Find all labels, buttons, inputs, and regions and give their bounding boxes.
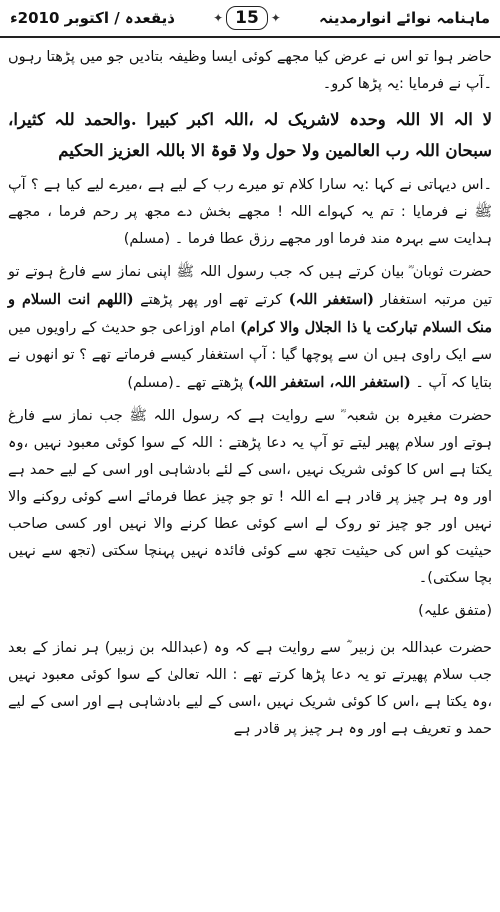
- page-number: 15: [226, 6, 268, 30]
- ornament-icon: ✦: [270, 11, 281, 25]
- arabic-dua: لا الہ الا اللہ وحدہ لاشریک لہ ،اللہ اکبر کبیرا .والحمد للہ کثیرا، سبحان اللہ رب العالمین ولا حول ولا قوۃ الا باللہ العزیز الحکیم: [8, 110, 492, 160]
- paragraph-thawban: [8, 259, 492, 397]
- paragraph-mughira: حضرت مغیرہ بن شعبہ ؓ سے روایت ہے کہ رسول اللہ ﷺ جب نماز سے فارغ ہوتے اور سلام پھیر لیتے تو آپ یہ دعا پڑھتے : اللہ کے سوا کوئی معبود نہیں ،وہ یکتا ہے اس کا کوئی شریک نہیں ،اسی کے لئے بادشاہی اور اسی کے لیے حمد ہے اور وہ ہر چیز پر قادر ہے اے اللہ ! تو جو چیز عطا فرمائے اسے کوئی روکنے والا نہیں اور جو چیز تو روک لے اسے کوئی عطا کرنے والا نہیں اور کسی صاحب حیثیت کو اس کی حیثیت تجھ سے کوئی فائدہ نہیں پہنچا سکتی (تجھ سے نہیں بچا سکتی)۔: [8, 408, 492, 586]
- ornament-icon: ✦: [213, 11, 224, 25]
- text-segment: کرتے تھے اور پھر پڑھتے: [133, 292, 283, 308]
- magazine-title: ماہنامہ نوائے انوارمدینہ: [318, 9, 490, 27]
- arabic-allahumma: (اللھم انت السلام و منک السلام تبارکت یا ذا الجلال والا کرام): [8, 291, 492, 336]
- page-header: [0, 0, 500, 38]
- paragraph-villager-reply: ۔اس دیہاتی نے کہا :یہ سارا کلام تو میرے رب کے لیے ہے ،میرے لیے کیا ہے ؟ آپ ﷺ نے فرمایا : تم یہ کہواے اللہ ! مجھے بخش دے مجھ پر رحم فرما ، مجھے ہدایت سے بہرہ مند فرما اور مجھے رزق عطا فرما ۔ (مسلم): [8, 177, 492, 247]
- paragraph-ibn-zubair: حضرت عبداللہ بن زبیر ؓ سے روایت ہے کہ وہ (عبداللہ بن زبیر) ہر نماز کے بعد جب سلام پھیرتے تو یہ دعا پڑھا کرتے تھے : اللہ تعالیٰ کے سوا کوئی معبود نہیں ،وہ یکتا ہے ،اس کا کوئی شریک نہیں ،اسی کے لیے بادشاہی ہے اور اسی کے لیے حمد و تعریف ہے اور وہ ہر چیز پر قادر ہے: [8, 640, 492, 737]
- paragraph-intro: حاضر ہوا تو اس نے عرض کیا مجھے کوئی ایسا وظیفہ بتادیں جو میں پڑھتا رہوں ۔آپ نے فرمایا :یہ پڑھا کرو۔: [8, 49, 492, 92]
- source-reference: (متفق علیہ): [418, 603, 492, 619]
- text-segment: حضرت ثوبان ؓ بیان کرتے ہیں کہ جب رسول اللہ ﷺ اپنی نماز سے فارغ ہوتے تو تین مرتبہ استغفار: [8, 264, 492, 308]
- page-number-box: [213, 6, 281, 30]
- issue-date: ذیقعدہ / اکتوبر 2010ء: [10, 9, 175, 27]
- text-segment: پڑھتے تھے ۔(مسلم): [127, 375, 244, 391]
- text-segment: امام اوزاعی جو حدیث کے راویوں میں سے ایک راوی ہیں ان سے پوچھا گیا : آپ استغفار کیسے فرماتے تھے ؟ تو انھوں نے بتایا کہ آپ ۔: [8, 320, 492, 391]
- article-body: [8, 44, 492, 912]
- arabic-istighfar-repeat: (استغفر اللہ، استغفر اللہ): [247, 374, 411, 391]
- arabic-istighfar: (استغفر اللہ): [288, 291, 375, 308]
